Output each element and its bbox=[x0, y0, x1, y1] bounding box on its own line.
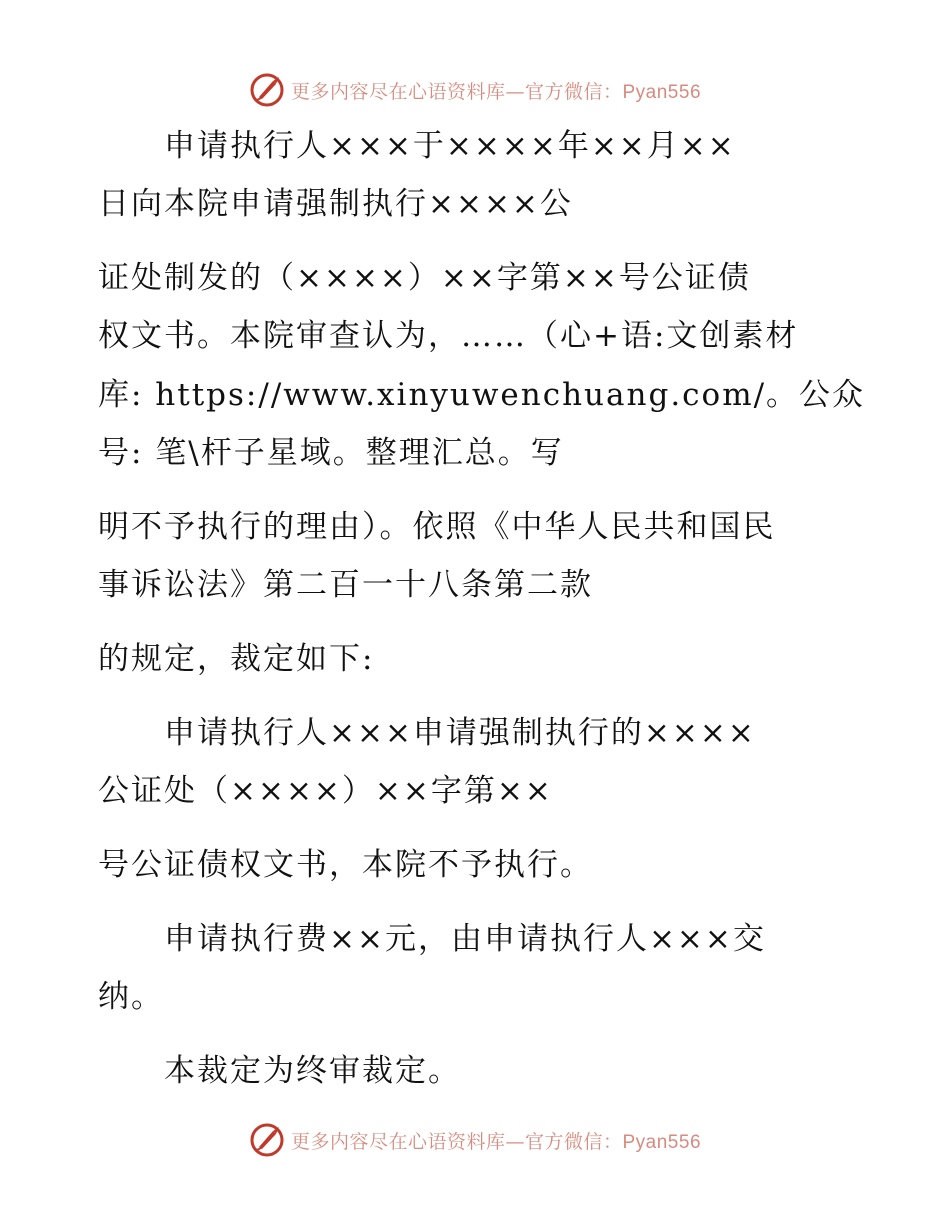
document-line: 权文书。本院审查认为，……（心+语:文创素材 bbox=[98, 318, 799, 354]
quill-logo-icon bbox=[249, 1122, 285, 1158]
quill-logo-icon bbox=[249, 72, 285, 108]
document-line: 事诉讼法》第二百一十八条第二款 bbox=[98, 567, 593, 603]
document-line: 申请执行费××元，由申请执行人×××交 bbox=[98, 921, 766, 957]
document-line: 号公证债权文书，本院不予执行。 bbox=[98, 847, 593, 883]
document-line: 本裁定为终审裁定。 bbox=[98, 1053, 461, 1089]
document-line: 号: 笔\杆子星域。整理汇总。写 bbox=[98, 435, 564, 471]
document-line: 日向本院申请强制执行××××公 bbox=[98, 186, 573, 222]
footer-banner-content bbox=[249, 1122, 701, 1158]
document-line: 的规定，裁定如下: bbox=[98, 641, 375, 677]
wechat-id: Pyan556 bbox=[622, 81, 702, 103]
document-line: 公证处（××××）××字第×× bbox=[98, 773, 553, 809]
document-line: 证处制发的（××××）××字第××号公证债 bbox=[98, 260, 751, 296]
footer-banner-text: 更多内容尽在心语资料库—官方微信：Pyan556 bbox=[290, 1130, 702, 1153]
header-banner-content bbox=[249, 72, 701, 108]
header-banner-text: 更多内容尽在心语资料库—官方微信：Pyan556 bbox=[290, 80, 702, 103]
document-line: 申请执行人×××于××××年××月×× bbox=[98, 128, 736, 164]
header-banner bbox=[0, 70, 950, 110]
wechat-id: Pyan556 bbox=[622, 1131, 702, 1153]
document-line: 申请执行人×××申请强制执行的×××× bbox=[98, 715, 756, 751]
document-line: 库: https://www.xinyuwenchuang.com/。公众 bbox=[98, 377, 866, 413]
document-line: 明不予执行的理由）。依照《中华人民共和国民 bbox=[98, 509, 776, 545]
document-line: 纳。 bbox=[98, 979, 164, 1015]
footer-banner bbox=[0, 1120, 950, 1160]
